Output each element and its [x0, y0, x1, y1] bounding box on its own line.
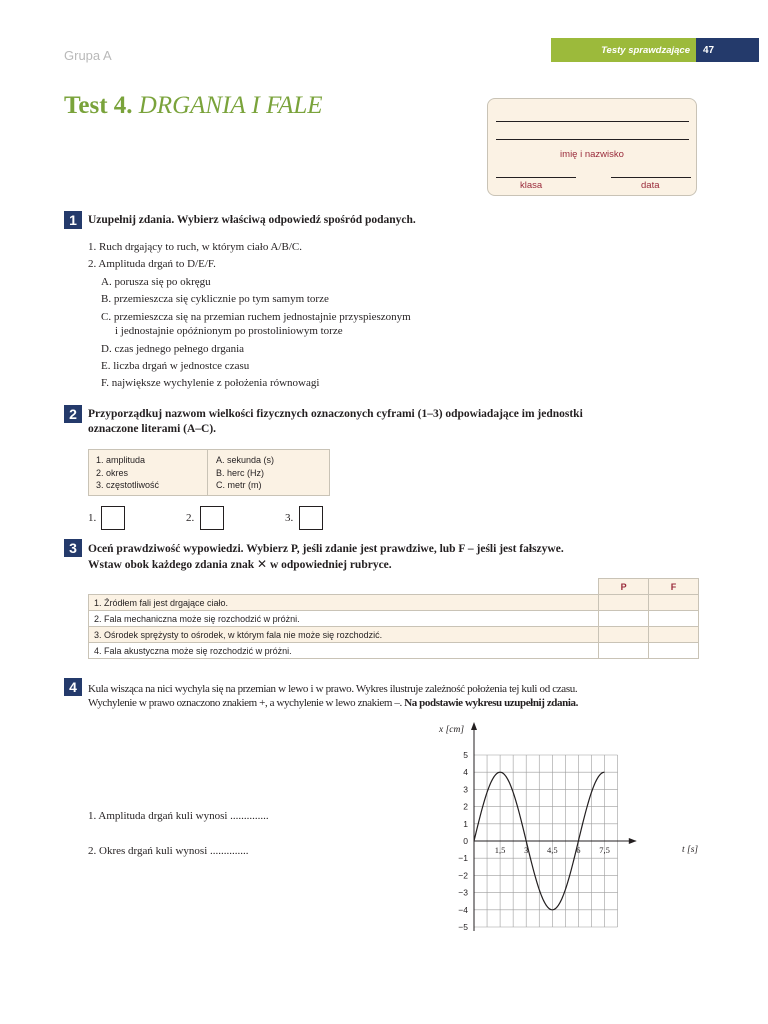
table-row [89, 595, 699, 611]
quantity-3: 3. częstotliwość [96, 480, 160, 490]
class-label: klasa [520, 180, 543, 191]
question-2-number: 2 [64, 405, 82, 423]
q1-option-c-cont: i jednostajnie opóźnionym po prostoliniowym torze [115, 325, 343, 337]
y-tick-label: −5 [458, 922, 468, 932]
table-header-row [89, 579, 699, 595]
section-banner: Testy sprawdzające [551, 38, 696, 62]
x-tick-label: 6 [576, 845, 581, 855]
cross-mark-icon: ✕ [257, 557, 268, 571]
q3-instr-part-b: w odpowiedniej rubryce. [269, 559, 392, 571]
page-number: 47 [696, 38, 759, 62]
quantities-units-table [88, 449, 330, 496]
name-label: imię i nazwisko [560, 149, 624, 160]
test-number: Test 4. [64, 92, 133, 119]
answer-box-2[interactable] [200, 506, 224, 530]
y-axis-label: x [cm] [439, 725, 465, 735]
question-3-number: 3 [64, 539, 82, 557]
statement-3: 3. Ośrodek sprężysty to ośrodek, w którym fala nie może się rozchodzić. [89, 627, 599, 643]
unit-a: A. sekunda (s) [216, 455, 275, 465]
y-tick-label: 5 [463, 750, 468, 760]
y-tick-label: 1 [463, 818, 468, 829]
question-2-instruction-1: Przyporządkuj nazwom wielkości fizycznych oznaczonych cyframi (1–3) odpowiadające im jednostki [88, 408, 583, 420]
class-line[interactable] [496, 177, 576, 178]
q1-option-d: D. czas jednego pełnego drgania [101, 343, 245, 355]
y-tick-label: 0 [463, 836, 468, 846]
statement-1-true-cell[interactable] [599, 595, 649, 611]
q1-option-f: F. największe wychylenie z położenia równowagi [101, 377, 320, 389]
q4-text-line-2 [88, 695, 578, 711]
unit-b: B. herc (Hz) [216, 467, 265, 478]
answer-label-2: 2. [186, 512, 195, 524]
statement-3-true-cell[interactable] [599, 627, 649, 643]
statement-2-false-cell[interactable] [649, 611, 699, 627]
x-tick-label: 4,5 [546, 845, 558, 855]
x-tick-label: 7,5 [599, 845, 610, 855]
statement-1: 1. Źródłem fali jest drgające ciało. [89, 595, 599, 611]
date-line[interactable] [611, 177, 691, 178]
answer-label-1: 1. [88, 512, 97, 524]
y-axis-arrow [471, 722, 477, 730]
x-axis-arrow [629, 838, 637, 844]
y-tick-label: −4 [458, 904, 468, 915]
q1-sentence-2: 2. Amplituda drgań to D/E/F. [88, 258, 216, 270]
name-line-1[interactable] [496, 121, 689, 122]
true-false-table [88, 578, 699, 659]
question-1-number: 1 [64, 211, 82, 229]
q1-option-a: A. porusza się po okręgu [101, 276, 211, 288]
y-tick-label: −1 [458, 853, 468, 864]
q4-fill-period[interactable]: 2. Okres drgań kuli wynosi .............. [88, 845, 249, 857]
x-tick-label: 3 [524, 845, 529, 855]
q4-fill-amplitude[interactable]: 1. Amplituda drgań kuli wynosi .............. [88, 810, 269, 822]
answer-label-3: 3. [285, 512, 294, 524]
group-label: Grupa A [64, 48, 112, 63]
statement-2: 2. Fala mechaniczna może się rozchodzić w próżni. [89, 611, 599, 627]
q1-option-e: E. liczba drgań w jednostce czasu [101, 360, 250, 372]
y-tick-label: 3 [463, 784, 468, 795]
y-tick-label: 2 [463, 801, 468, 812]
quantity-1: 1. amplituda [96, 455, 146, 465]
answer-box-3[interactable] [299, 506, 323, 530]
statement-4: 4. Fala akustyczna może się rozchodzić w próżni. [89, 643, 599, 659]
y-tick-label: −3 [458, 887, 468, 898]
question-3-instruction-2 [88, 557, 392, 573]
page-title [64, 92, 323, 120]
q1-sentence-1: 1. Ruch drgający to ruch, w którym ciało A/B/C. [88, 241, 302, 253]
chart-axes [471, 722, 637, 931]
q3-instr-part-a: Wstaw obok każdego zdania znak [88, 559, 255, 571]
question-3-instruction-1: Oceń prawdziwość wypowiedzi. Wybierz P, jeśli zdanie jest prawdziwe, lub F – jeśli jest fałszywe. [88, 543, 564, 555]
q1-option-c: C. przemieszcza się na przemian ruchem jednostajnie przyspieszonym [101, 311, 411, 323]
answer-box-1[interactable] [101, 506, 125, 530]
date-label: data [641, 180, 660, 191]
table-row [89, 611, 699, 627]
q4-text-line-2b: Na podstawie wykresu uzupełnij zdania. [404, 697, 578, 709]
q4-text-line-2a: Wychylenie w prawo oznaczono znakiem +, a wychylenie w lewo znakiem –. [88, 697, 402, 709]
q1-option-b: B. przemieszcza się cyklicznie po tym samym torze [101, 293, 329, 305]
quantity-2: 2. okres [96, 467, 129, 478]
table-row [89, 643, 699, 659]
y-tick-label: 4 [463, 767, 468, 778]
test-topic: DRGANIA I FALE [138, 92, 323, 119]
statement-3-false-cell[interactable] [649, 627, 699, 643]
name-line-2[interactable] [496, 139, 689, 140]
table-row [89, 627, 699, 643]
x-tick-label: 1,5 [494, 845, 506, 855]
question-2-instruction-2: oznaczone literami (A–C). [88, 423, 217, 435]
question-4-number: 4 [64, 678, 82, 696]
displacement-time-chart [420, 718, 710, 940]
unit-c: C. metr (m) [216, 480, 262, 490]
statement-4-true-cell[interactable] [599, 643, 649, 659]
col-true-header: P [599, 579, 649, 595]
statement-4-false-cell[interactable] [649, 643, 699, 659]
q4-text-line-1: Kula wisząca na nici wychyla się na przemian w lewo i w prawo. Wykres ilustruje zależność położenia tej kuli od czasu. [88, 683, 578, 695]
name-box [487, 98, 697, 196]
statement-2-true-cell[interactable] [599, 611, 649, 627]
statement-1-false-cell[interactable] [649, 595, 699, 611]
x-axis-label: t [s] [682, 845, 699, 855]
y-tick-label: −2 [458, 870, 468, 881]
question-1-instruction: Uzupełnij zdania. Wybierz właściwą odpowiedź spośród podanych. [88, 214, 416, 226]
col-false-header: F [649, 579, 699, 595]
